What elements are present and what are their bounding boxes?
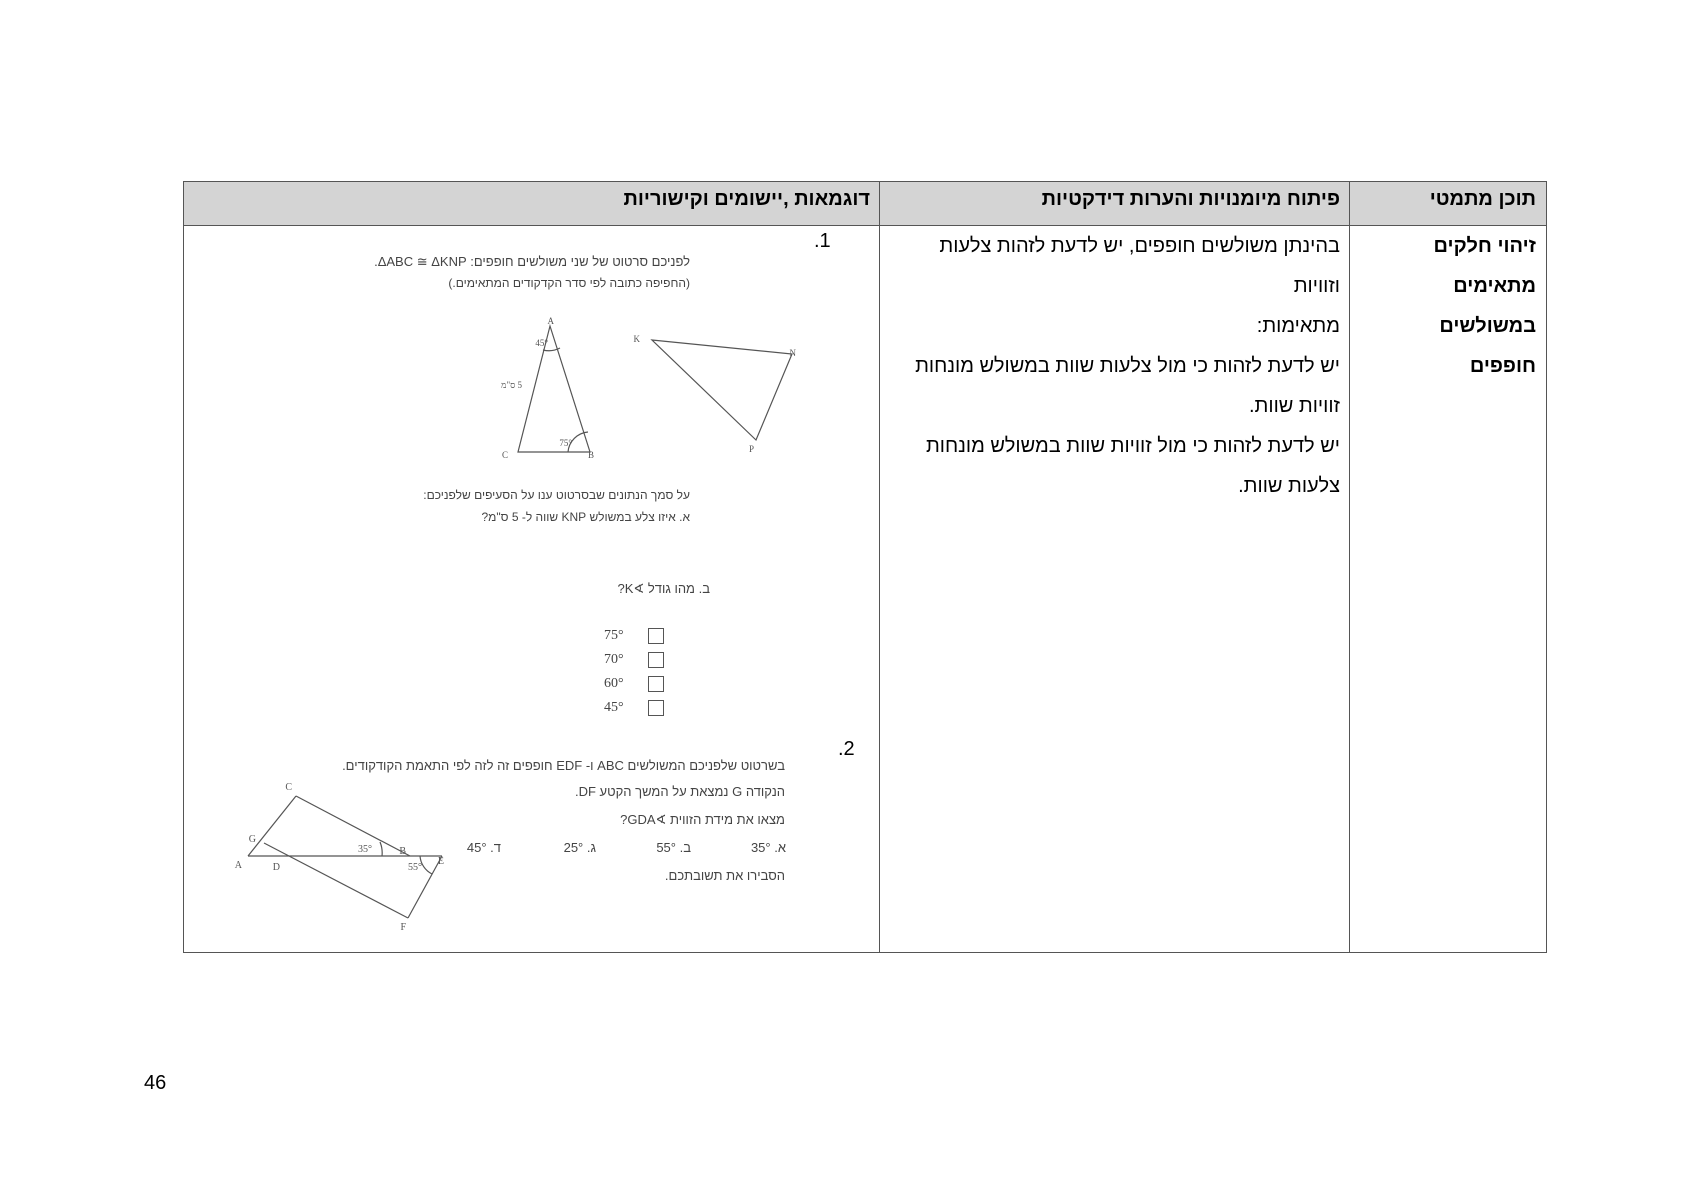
angle-label-35: 35° [358, 844, 372, 855]
label-g: G [248, 834, 256, 845]
option-item [604, 626, 684, 650]
side-label-5cm: 5 ס"מ [501, 380, 522, 390]
example2-explain: הסבירו את תשובתכם. [664, 868, 785, 883]
segment-gf [264, 843, 408, 918]
example1-question-a: א. איזו צלע במשולש KNP שווה ל- 5 ס"מ? [481, 510, 690, 524]
example2-answers [454, 840, 786, 860]
label-c: C [285, 782, 292, 793]
header-math-content: תוכן מתמטי [1350, 182, 1546, 226]
skills-line: צלעות שוות. [1238, 475, 1340, 497]
content-line: זיהוי חלקים [1433, 235, 1536, 257]
curriculum-table [183, 181, 1547, 953]
answer-a: א. 35° [750, 840, 786, 855]
skills-line: יש לדעת לזהות כי מול זוויות שוות במשולש מונחות [925, 435, 1340, 457]
example1-question-b: ב. מהו גודל ∢K? [617, 581, 710, 596]
label-e: E [437, 856, 444, 867]
option-label: 60° [604, 676, 624, 691]
skills-line: זוויות שוות. [1249, 395, 1340, 417]
segment-cb [296, 796, 410, 856]
option-checkbox[interactable] [648, 676, 664, 692]
option-checkbox[interactable] [648, 700, 664, 716]
examples-cell [184, 226, 880, 952]
label-k: K [633, 334, 640, 344]
skills-line: בהינתן משולשים חופפים, יש לדעת לזהות צלעות וזוויות [939, 235, 1340, 297]
option-label: 75° [604, 628, 624, 643]
math-content-cell [1350, 226, 1546, 952]
label-c: C [501, 450, 508, 460]
content-line: מתאימים במשולשים [1439, 275, 1536, 337]
answer-c: ג. 25° [563, 840, 596, 855]
answer-b: ב. 55° [656, 840, 691, 855]
option-item [604, 674, 684, 698]
angle-label-45: 45° [535, 338, 548, 348]
answer-d: ד. 45° [466, 840, 501, 855]
option-item [604, 698, 684, 722]
example1-note: (החפיפה כתובה לפי סדר הקדקודים המתאימים.) [448, 276, 690, 290]
label-a: A [234, 860, 242, 871]
angle-label-75: 75° [559, 438, 572, 448]
angle-arc-b [380, 842, 382, 856]
example1-options [604, 626, 684, 722]
example1-instruction: על סמך הנתונים שבסרטוט ענו על הסעיפים שלפניכם: [423, 488, 690, 502]
example1-intro: לפניכם סרטוט של שני משולשים חופפים: ΔABC ≅ ΔKNP. [374, 254, 690, 269]
label-d: D [272, 862, 280, 873]
skills-line: מתאימות: [1256, 315, 1340, 337]
skills-line: יש לדעת לזהות כי מול צלעות שוות במשולש מונחות [915, 355, 1340, 377]
label-b: B [587, 450, 594, 460]
example2-line1: בשרטוט שלפניכם המשולשים ABC ו- EDF חופפים זה לזה לפי התאמת הקודקודים. [342, 758, 785, 773]
congruent-triangles-figure [344, 316, 796, 476]
label-n: N [789, 348, 796, 358]
label-b: B [399, 846, 406, 857]
header-examples: דוגמאות ,יישומים וקישוריות [184, 182, 880, 226]
page-number: 46 [144, 1072, 167, 1094]
example-number-1: .1 [814, 230, 831, 252]
option-checkbox[interactable] [648, 628, 664, 644]
option-checkbox[interactable] [648, 652, 664, 668]
triangle-knp [652, 340, 792, 440]
triangle-abc [518, 326, 590, 452]
header-skills: פיתוח מיומנויות והערות דידקטיות [880, 182, 1350, 226]
option-label: 45° [604, 700, 624, 715]
content-line: חופפים [1469, 355, 1536, 377]
option-item [604, 650, 684, 674]
example-number-2: .2 [838, 738, 855, 760]
skills-cell [880, 226, 1350, 952]
label-f: F [400, 922, 406, 933]
label-a: A [547, 316, 554, 326]
congruent-triangles-figure-2 [234, 776, 474, 936]
label-p: P [748, 444, 754, 454]
example2-line2: הנקודה G נמצאת על המשך הקטע DF. [574, 784, 785, 799]
angle-label-55: 55° [408, 862, 422, 873]
option-label: 70° [604, 652, 624, 667]
example2-line3: מצאו את מידת הזווית ∢GDA? [620, 812, 785, 827]
